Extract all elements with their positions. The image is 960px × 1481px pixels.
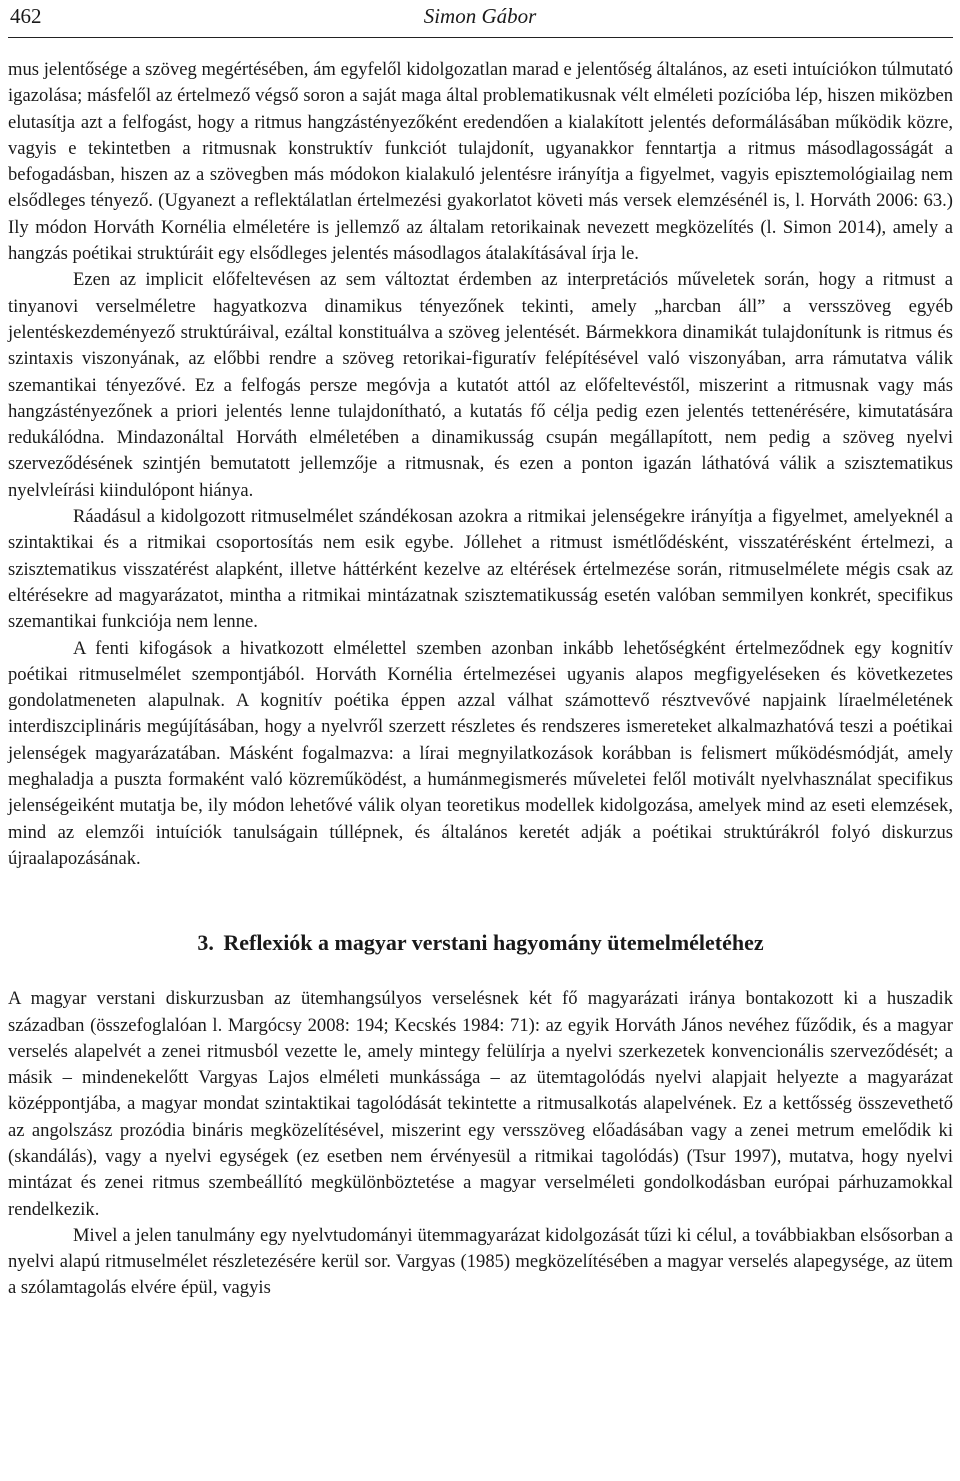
body-paragraph: Mivel a jelen tanulmány egy nyelvtudományi ütemmagyarázat kidolgozását tűzi ki célul, a továbbiakban elsősorban a nyelvi alapú ritmuselmélet részletezésére kerül sor. Vargyas (1985) megközelítésében a magyar verselés alapegysége, az ütem a szólamtagolás elvére épül, vagyis [8,1224,953,1299]
body-paragraph: Ezen az implicit előfeltevésen az sem változtat érdemben az interpretációs műveletek során, hogy a ritmust a tinyanovi verselméletre hagyatkozva dinamikus tényezőnek tekinti, amely „harcban áll” a versszöveg egyéb jelentéskezdeményező struktúráival, ezáltal konstituálva a szöveg jelentését. Bármekkora dinamikát tulajdonítunk is ritmus és szintaxis viszonyának, az előbbi rendre a szöveg retorikai-figuratív felépítésével való viszonyában, arra rámutatva válik szemantikai tényezővé. Ez a felfogás persze megóvja a kutatót attól az előfeltevéstől, miszerint a ritmusnak vagy más hangzástényezőnek a priori jelentés lenne tulajdonítható, a kutatás fő célja pedig ezen jelentés tettenérésére, kimutatására redukálódna. Mindazonáltal Horváth elméletében a dinamikusság csupán megállapított, nem pedig a szöveg nyelvi szerveződésének szintjén bemutatott jellemzője a ritmusnak, és ezen a ponton igazán láthatóvá válik a szisztematikus nyelvleírási kiindulópont hiánya. [8,269,953,501]
page-number: 462 [10,4,42,28]
section-heading [8,929,953,957]
body-paragraph: A magyar verstani diskurzusban az ütemhangsúlyos verselésnek két fő magyarázati iránya bontakozott ki a huszadik században (összefoglalóan l. Margócsy 2008: 194; Kecskés 1984: 71): az egyik Horváth János nevéhez fűződik, és a magyar verselés alapelvét a zenei ritmusból vezette le, amely mintegy felülírja a nyelvi szerkezetek konvencionális szerveződését; a másik – mindenekelőtt Vargyas Lajos elméleti munkássága – az ütemtagolódás nyelvi alapjait helyezte a magyarázat középpontjába, a magyar mondat szintaktikai tagolódását tekintette a ritmusalkotás alapelvének. Ez a kettősség összevethető az angolszász prozódia bináris megközelítésével, miszerint egy versszöveg előadásában vagy a zenei metrum emelődik ki (skandálás), vagy a nyelvi egységek (ez esetben nem érvényesül a ritmikai tagolódás) (Tsur 1997), mutatva, hogy nyelvi mintázat és zenei ritmus szembeállító megkülönböztetése a magyar verselméleti gondolkodásban európai párhuzamokkal rendelkezik. [8,988,953,1220]
page-header [0,0,960,40]
running-head: Simon Gábor [423,4,537,28]
header-rule [8,37,953,38]
section-number: 3. [197,930,214,956]
page-body [8,57,953,1302]
body-paragraph: mus jelentősége a szöveg megértésében, ám egyfelől kidolgozatlan marad e jelentőség általános, az eseti intuíciókon túlmutató igazolása; másfelől az értelmező végső soron a saját maga által problematikusnak vélt elméleti pozícióba lép, hiszen miközben elutasítja azt a felfogást, hogy a ritmus hangzástényezőként eredendően a kialakított jelentés deformálásában működik közre, vagyis e tekintetben a ritmusnak konstruktív funkciót tulajdonít, ugyanakkor fenntartja a ritmus másodlagosságát a befogadásban, hiszen az a szövegben más módokon kialakuló jelentésre irányítja a figyelmet, vagyis episztemológiailag nem elsődleges tényező. (Ugyanezt a reflektálatlan értelmezési gyakorlatot követi más versek elemzésénél is, l. Horváth 2006: 63.) Ily módon Horváth Kornélia elméletére is jellemző az általam retorikainak nevezett megközelítés (l. Simon 2014), amely a hangzás poétikai struktúráit egy elsődleges jelentés másodlagos átalakításával írja le. [8,59,953,265]
section-title: Reflexiók a magyar verstani hagyomány ütemelméletéhez [223,930,764,956]
body-paragraph: A fenti kifogások a hivatkozott elmélettel szemben azonban inkább lehetőségként értelmeződnek egy kognitív poétikai ritmuselmélet szempontjából. Horváth Kornélia értelmezései ugyanis alapos megfigyeléseken és következetes gondolatmeneten alapulnak. A kognitív poétika éppen azzal válhat számottevő résztvevővé napjaink líraelméletének interdiszciplináris megújításában, hogy a nyelvről szerzett részletes és rendszeres ismereteket alkalmazhatóvá teszi a poétikai jelenségek magyarázatában. Másként fogalmazva: a lírai megnyilatkozások korábban is felismert működésmódját, amely meghaladja a puszta formaként való közreműködést, a humánmegismerés műveletei felől motivált nyelvhasználat specifikus jelenségeiként mutatja be, ily módon lehetővé válik olyan teoretikus modellek kidolgozása, amelyek mind az eseti elemzések, mind az elemzői intuíciók tanulságain túllépnek, és általános keretét adják a poétikai struktúrákról folyó diskurzus újraalapozásának. [8,637,953,869]
body-paragraph: Ráadásul a kidolgozott ritmuselmélet szándékosan azokra a ritmikai jelenségekre irányítja a figyelmet, amelyeknél a szintaktikai és a ritmikai csoportosítás nem esik egybe. Jóllehet a ritmust ismétlődésként, visszatérésként értelmezi, a szisztematikus visszatérést alapként, illetve háttérként kezelve az eltérések értelmezése során, ritmuselmélete mégis csak az eltérésekre ad magyarázatot, mintha a ritmikai mintázatnak szisztematikusság esetén valóban semmilyen konkrét, specifikus szemantikai funkciója nem lenne. [8,506,953,633]
